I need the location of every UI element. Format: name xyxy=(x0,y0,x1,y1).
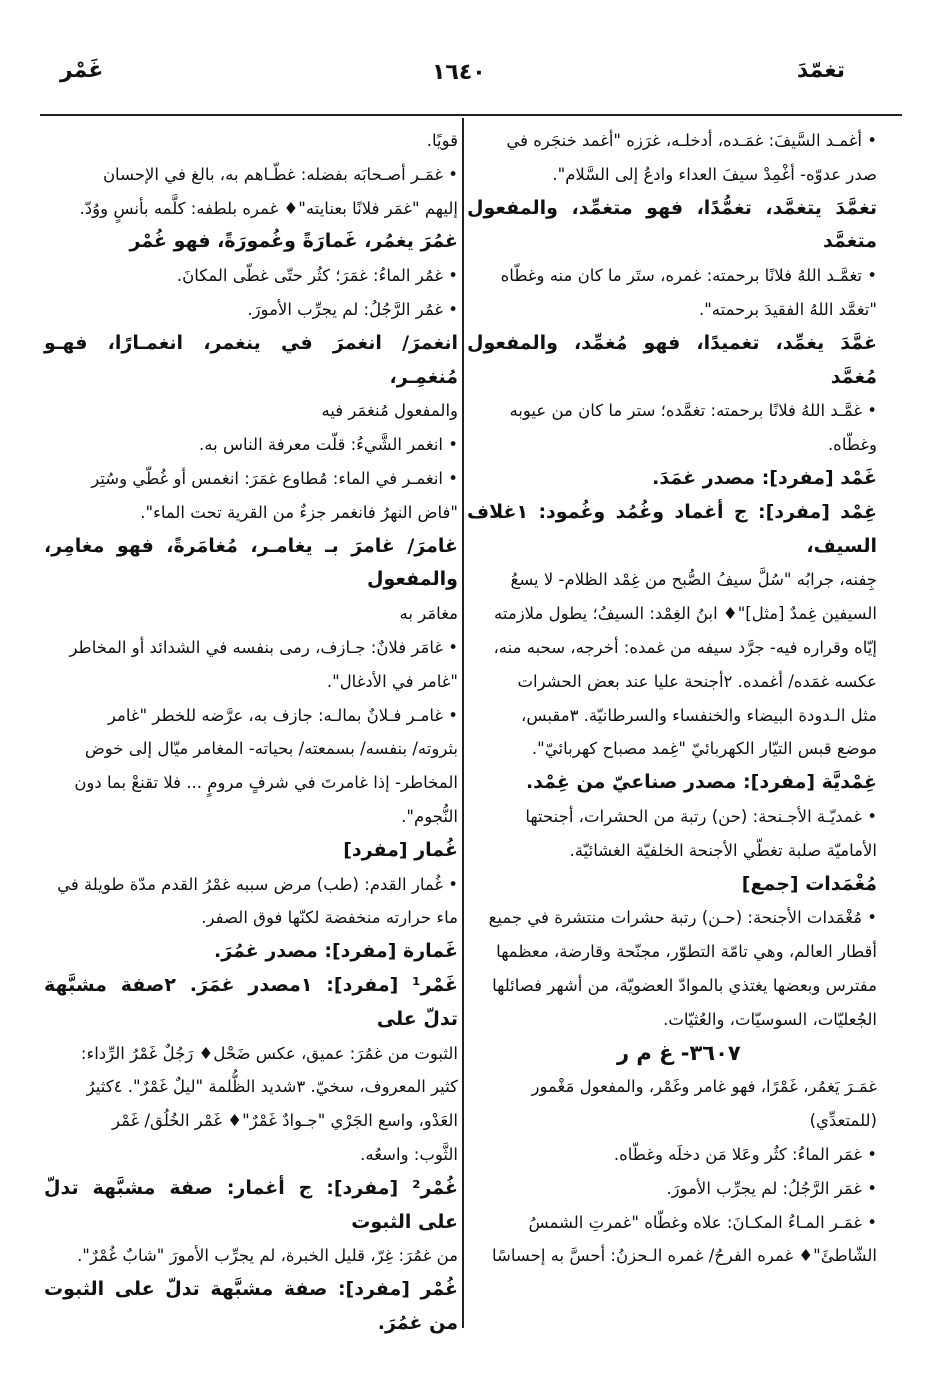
entry-line: الثبوت من غمُرَ: عميق، عكس ضَحْل♦ رَجُلٌ غَمْرُ الرِّداء: xyxy=(80,1043,458,1063)
entry-line: • غُمار القدم: (طب) مرض سببه غمْرُ القدم مدّة طويلة في xyxy=(57,874,458,894)
entry-line: الشّاطئَ"♦ غمره الفرحُ/ غمره الـحزنُ: أحسَّ به إحساسًا xyxy=(492,1246,877,1266)
entry-line: • غمَـر أصـحابَه بفضله: غطّـاهم به، بالغ في الإحسان xyxy=(102,164,458,184)
page-number: ١٦٤٠ xyxy=(432,60,486,85)
entry-line: (للمتعدِّي) xyxy=(809,1111,877,1131)
entry-line: بثروته/ بنفسه/ بسمعته/ بحياته- المغامر ميّال إلى خوض xyxy=(84,739,458,759)
entry-line: "تغمَّد اللهُ الفقيدَ برحمته". xyxy=(698,299,877,319)
entry-line: وغطّاه. xyxy=(827,435,877,455)
entry-line: جِفنه، جرابُه "سُلَّ سيفُ الصُّبح من غِمْد الظلام- لا يسعُ xyxy=(510,570,877,590)
entry-line: • انغمـر في الماء: مُطاوع غمَرَ: انغمس أو غُطّي وسُتِر xyxy=(91,468,458,488)
headword-line: غُمار [مفرد] xyxy=(343,838,458,861)
headword-line: غمَّدَ يغمِّد، تغميدًا، فهو مُغمِّد، والمفعول مُغمَّد xyxy=(467,331,877,388)
entry-line: عكسه غمَده/ أغمده. ٢أجنحة عليا عند بعض الحشرات xyxy=(517,671,877,691)
entry-line: • غمديّـة الأجـنحة: (حن) رتبة من الحشرات، أجنحتها xyxy=(525,806,877,826)
dictionary-column-left xyxy=(44,124,458,1341)
headword-line: غُمْر [مفرد]: صفة مشبَّهة تدلّ على الثبوت من غمُرَ. xyxy=(44,1278,458,1334)
entry-line: "فاض النهرُ فانغمر جزءٌ من القرية تحت الماء". xyxy=(140,502,458,522)
headword-line: غُمْر² [مفرد]: ج أغمار: صفة مشبَّهة تدلّ على الثبوت xyxy=(44,1176,458,1233)
entry-line: غمَـرَ يَغمُر، غَمْرًا، فهو غامر وغَمْر، والمفعول مَغْمور xyxy=(531,1077,877,1097)
entry-line: • غامَر فلانٌ: جـازف، رمى بنفسه في الشدائد أو المخاطر xyxy=(69,637,458,657)
header-rule xyxy=(40,114,902,116)
entry-line: المخاطر- إذا غامرتَ في شرفٍ مرومٍ ... فلا تقنعْ بما دون xyxy=(74,773,458,793)
entry-line: • غمَّـد اللهُ فلانًا برحمته: تغمَّده؛ ستر ما كان من عيوبه xyxy=(509,401,877,421)
entry-line: من غمُرَ: غِرّ، قليل الخبرة، لم يجرِّب الأمورَ "شابٌ غُمْرٌ". xyxy=(77,1246,458,1266)
headword-line: مُغْمَدات [جمع] xyxy=(741,872,877,895)
entry-line: مغامَر به xyxy=(399,604,458,624)
guide-word-end: غَمْر xyxy=(60,58,104,83)
entry-line: • غمَر الماءُ: كثُر وعَلا مَن دخلَه وغطّاه. xyxy=(613,1144,877,1164)
headword-line: غَمارة [مفرد]: مصدر غمُرَ. xyxy=(214,940,458,963)
entry-line: إليهم "غمَر فلانًا بعنايته"♦ غمره بلطفه: كلَّمه بأنسٍ ووُدّ. xyxy=(79,198,458,218)
headword-line: غِمْد [مفرد]: ج أغماد وغُمُد وغُمود: ١غلاف السيف، xyxy=(467,500,877,557)
headword-line: غَمْد [مفرد]: مصدر غمَدَ. xyxy=(652,466,877,489)
entry-line: كثير المعروف، سخيّ. ٣شديد الظُّلمة "ليلٌ غَمْرٌ". ٤كثيرُ xyxy=(86,1077,458,1097)
headword-line: غَمْر¹ [مفرد]: ١مصدر غمَرَ. ٢صفة مشبَّهة تدلّ على xyxy=(44,973,459,1030)
page-header xyxy=(0,54,933,114)
entry-line: • غمَـر المـاءُ المكـانَ: علاه وغطّاه "غمرتِ الشمسُ xyxy=(528,1212,877,1232)
entry-line: الجُعليّات، السوسيّات، والعُثيّات. xyxy=(663,1009,877,1029)
column-rule xyxy=(462,118,464,1328)
entry-line: السيفين غِمدٌ [مثل]"♦ ابنُ الغِمْد: السيفُ؛ يطول ملازمته xyxy=(494,604,877,624)
entry-line: العَدْو، واسع الجَرْي "جـوادٌ غَمْرٌ"♦ غَمْر الخُلُق/ غَمْر xyxy=(111,1111,458,1131)
guide-word-start: تغمّدَ xyxy=(796,58,845,83)
entry-line: • مُغْمَدات الأجنحة: (حـن) رتبة حشرات منتشرة في جميع xyxy=(488,908,877,928)
entry-line: والمفعول مُنغمَر فيه xyxy=(321,401,458,421)
entry-line: النُّجوم". xyxy=(401,806,458,826)
entry-line: موضع قبس التيّار الكهربائيّ "غِمد مصباح كهربائيّ". xyxy=(531,739,877,759)
root-section-heading: ٣٦٠٧- غ م ر xyxy=(617,1040,741,1065)
headword-line: انغمرَ/ انغمرَ في ينغمر، انغمـارًا، فهـو مُنغمِـر، xyxy=(44,331,458,388)
entry-line: • انغمر الشَّيءُ: قلّت معرفة الناس به. xyxy=(198,435,458,455)
entry-line: قويًا. xyxy=(426,131,458,150)
headword-line: غِمْديَّة [مفرد]: مصدر صناعيّ من غِمْد. xyxy=(525,771,877,794)
entry-line: • غمُر الماءُ: غمَرَ؛ كثُر حتّى غطّى المكانَ. xyxy=(176,266,458,286)
entry-line: أقطار العالم، وهي تامّة التطوّر، مجنّحة وقارضة، معظمها xyxy=(496,942,877,962)
entry-line: • غمُر الرَّجُلُ: لم يجرِّب الأمورَ. xyxy=(247,299,458,319)
entry-line: إيّاه وقراره فيه- جرَّد سيفه من غمده: أخرجه، سحبه منه، xyxy=(493,637,877,657)
entry-line: مثل الـدودة البيضاء والخنفساء والسرطانيّة. ٣مقبس، xyxy=(521,705,877,725)
entry-line: ماء حرارته منخفضة لكنّها فوق الصفر. xyxy=(201,908,458,928)
entry-line: • غمَر الرَّجُلُ: لم يجرِّب الأمورَ. xyxy=(666,1178,877,1198)
entry-line: الثَّوب: واسعُه. xyxy=(360,1144,458,1164)
headword-line: غامرَ/ غامرَ بـ يغامـر، مُغامَرةً، فهو مغامِر، والمفعول xyxy=(44,534,458,591)
entry-line: • تغمَّـد اللهُ فلانًا برحمته: غمره، ستَر ما كان منه وغطّاه xyxy=(500,266,877,286)
entry-line: مفترس وبعضها يغتذي بالموادّ العضويّة، من أشهر فصائلها xyxy=(492,975,877,995)
dictionary-column-right xyxy=(467,124,877,1273)
entry-line: • أغمـد السَّيفَ: غمَـده، أدخلـه، غرَزه "أغمد خنجَره في xyxy=(506,131,877,150)
entry-line: • غامـر فـلانٌ بمالـه: جازف به، عرَّضه للخطر "غامر xyxy=(107,705,458,725)
entry-line: "غامر في الأدغال". xyxy=(326,671,458,691)
headword-line: تغمَّدَ يتغمَّد، تغمُّدًا، فهو متغمِّد، والمفعول متغمَّد xyxy=(467,196,877,253)
headword-line: غمُرَ يغمُر، غَمارَةً وغُمورَةً، فهو غُمْر xyxy=(129,230,458,253)
entry-line: الأماميّة صلبة تغطّي الأجنحة الخلفيّة الغشائيّة. xyxy=(569,840,877,860)
entry-line: صدر عدوّه- أغْمِدْ سيفَ العداء وادعُ إلى السَّلام". xyxy=(552,164,877,184)
